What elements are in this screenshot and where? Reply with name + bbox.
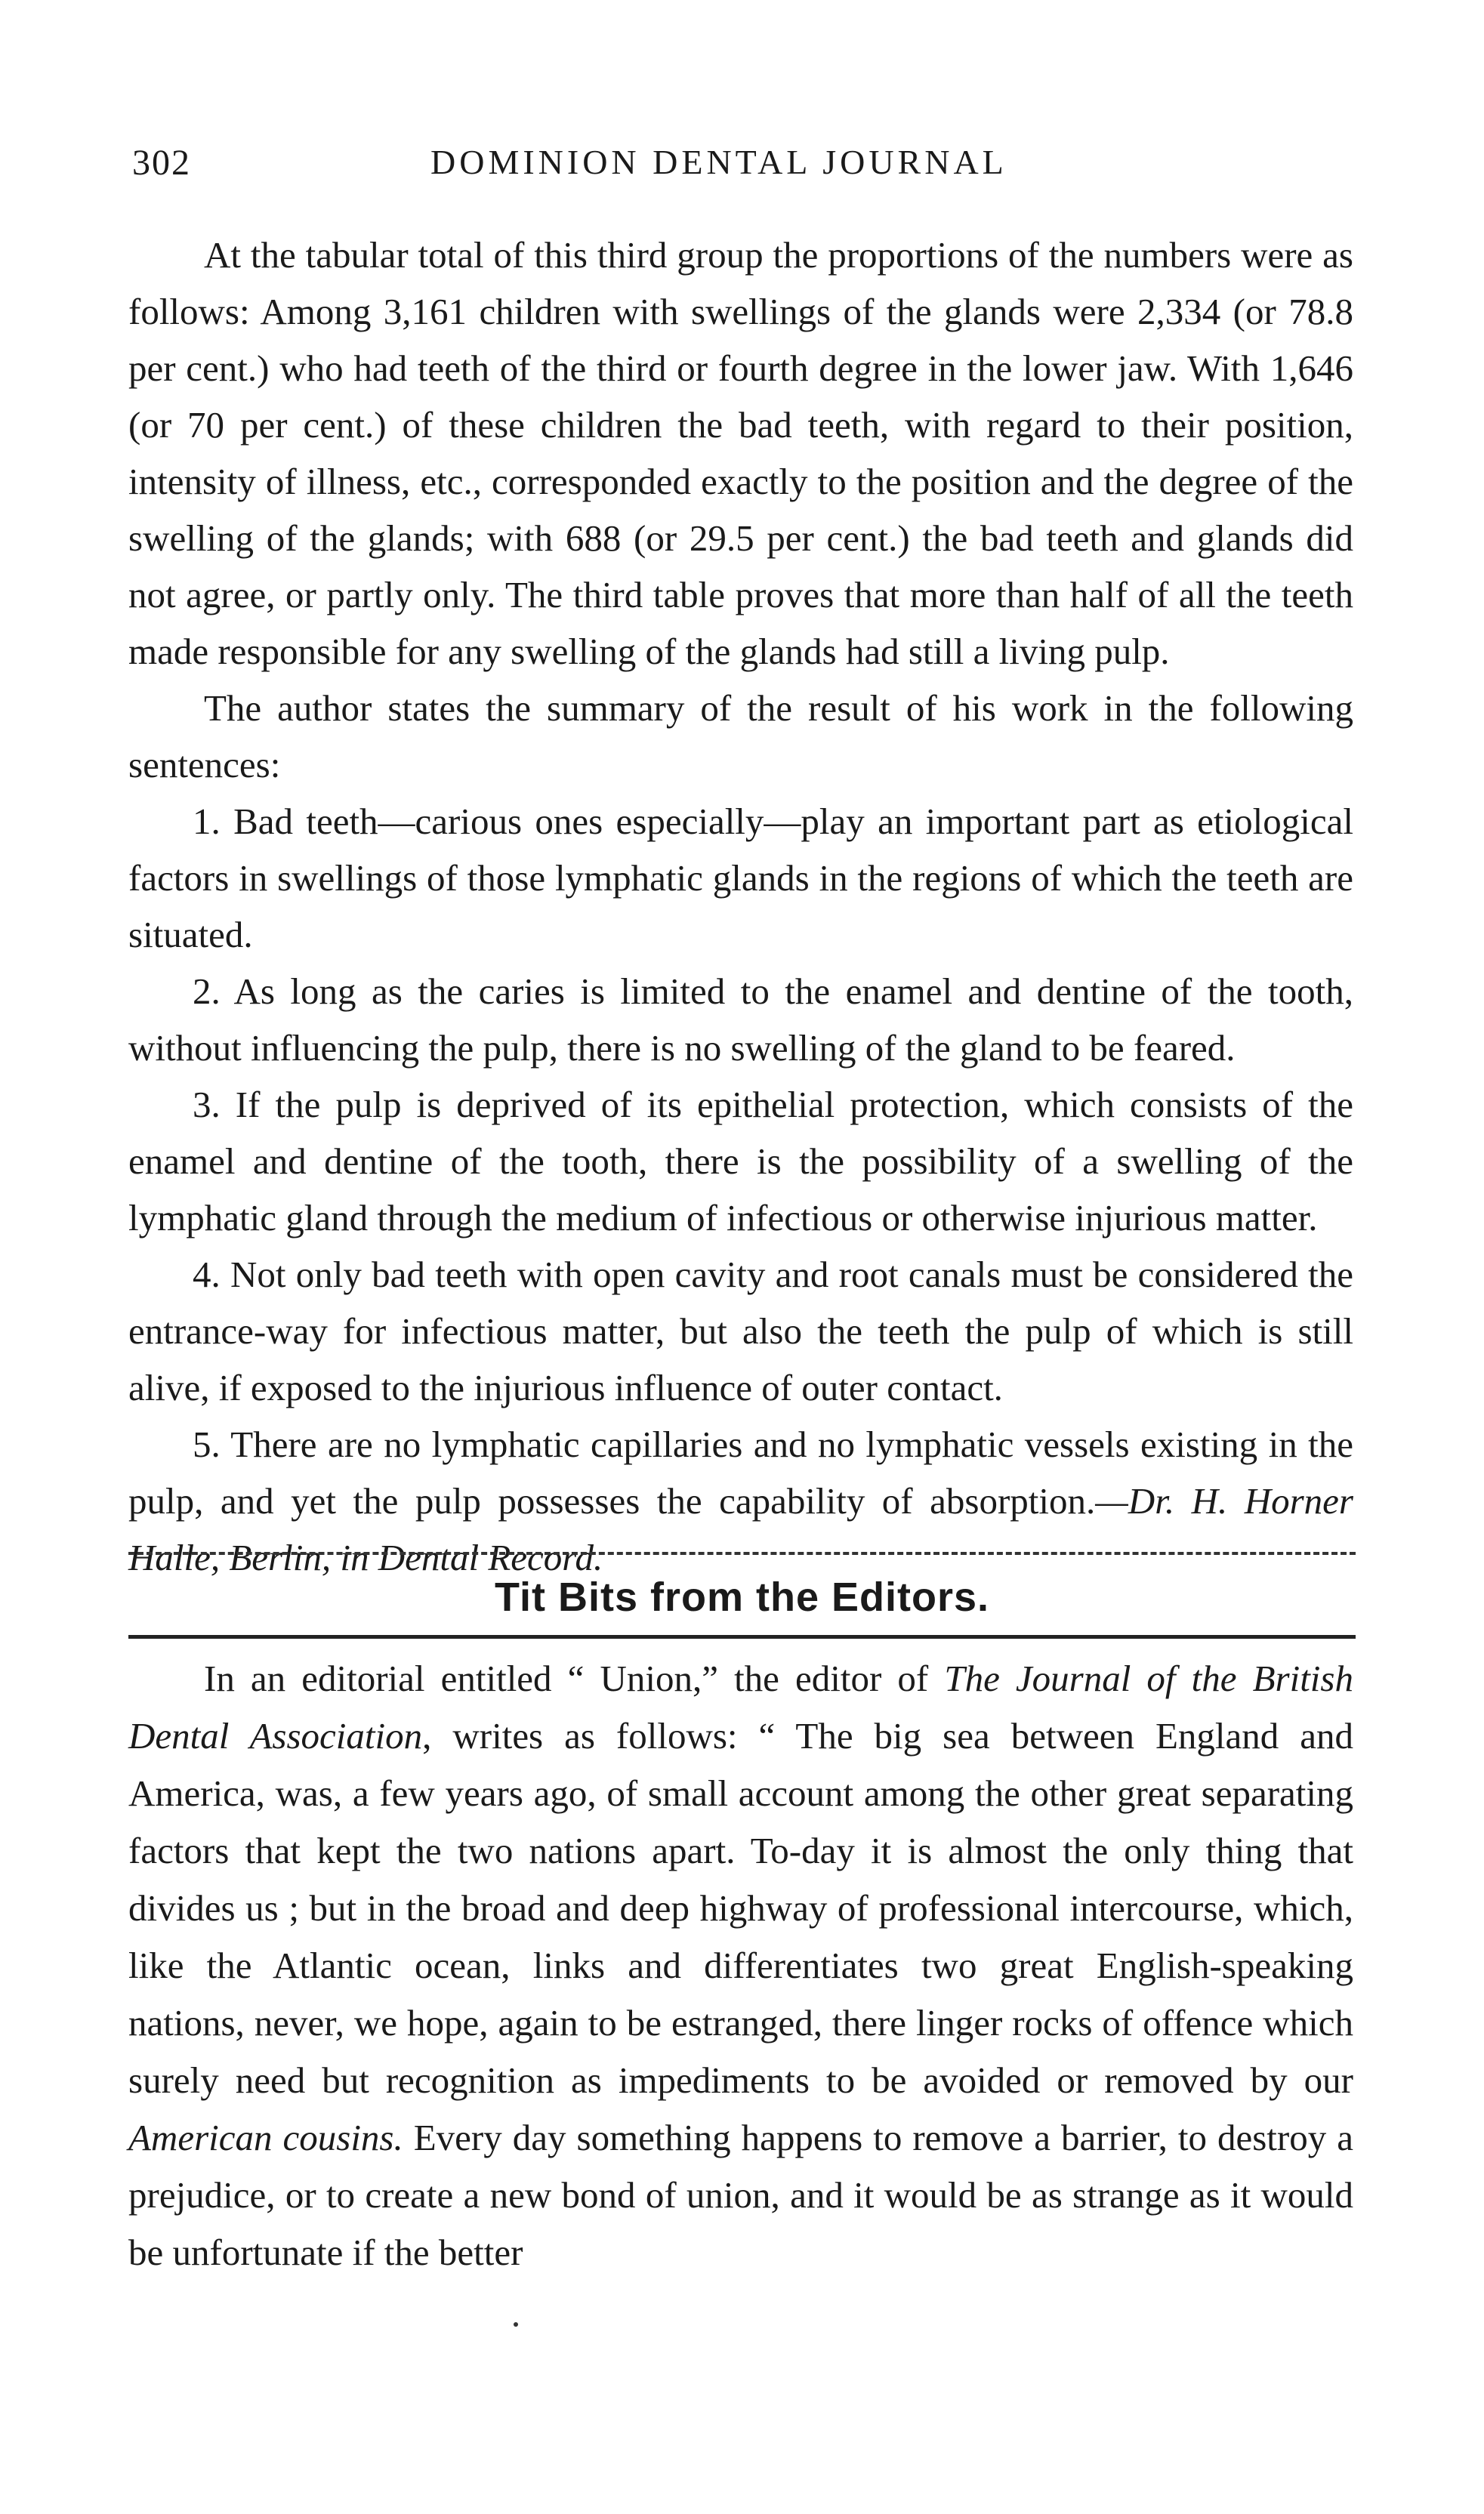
editorial-text-3: Every day something happens to remove a barrier, to destroy a prejudice, or to create a new bond of union, and it would be as strange as it would be unfortunate if the better — [128, 2117, 1353, 2273]
american-cousins: American cousins. — [128, 2117, 403, 2158]
editorial-body — [128, 1650, 1353, 2281]
summary-item-5 — [128, 1416, 1353, 1586]
running-head: DOMINION DENTAL JOURNAL — [430, 143, 1007, 181]
editorial-text-2: , writes as follows: “ The big sea between England and America, was, a few years ago, of small account among the other great separating factors that kept the two nations apart. To-day it is almost the only thing that divides us ; but in the broad and deep highway of professional intercourse, which, like the Atlantic ocean, links and differentiates two great English-speaking nations, never, we hope, again to be estranged, there linger rocks of offence which surely need but recognition as impediments to be avoided or removed by our — [128, 1715, 1353, 2101]
journal-name: The Journal of the British Dental Association — [128, 1658, 1353, 1757]
summary-item-3: 3. If the pulp is deprived of its epithelial protection, which consists of the enamel and dentine of the tooth, there is the possibility of a swelling of the lymphatic gland through the medium of infectious or otherwise injurious matter. — [128, 1084, 1353, 1238]
page-number: 302 — [132, 143, 191, 183]
summary-item-2: 2. As long as the caries is limited to the enamel and dentine of the tooth, without influencing the pulp, there is no swelling of the gland to be feared. — [128, 970, 1353, 1069]
editorial-text-1: In an editorial entitled “ Union,” the editor of — [204, 1658, 945, 1699]
section-title: Tit Bits from the Editors. — [494, 1575, 990, 1620]
print-speck — [514, 2322, 518, 2327]
section-divider-solid — [128, 1635, 1356, 1639]
paragraph-2: The author states the summary of the result of his work in the following sentences: — [128, 687, 1353, 785]
page-header — [132, 142, 1352, 195]
summary-item-5-text: 5. There are no lymphatic capillaries and no lymphatic vessels existing in the pulp, and yet the pulp possesses the capability of absorption. — [128, 1424, 1353, 1522]
summary-item-1: 1. Bad teeth—carious ones especially—play an important part as etiological factors in swellings of those lymphatic glands in the regions of which the teeth are situated. — [128, 800, 1353, 955]
article-attribution: —Dr. H. Horner Halle, Berlin, in Dental Record. — [128, 1480, 1353, 1578]
summary-item-4: 4. Not only bad teeth with open cavity and root canals must be considered the entrance-way for infectious matter, but also the teeth the pulp of which is still alive, if exposed to the injurious influence of outer contact. — [128, 1254, 1353, 1408]
article-body — [128, 227, 1353, 1586]
paragraph-1: At the tabular total of this third group the proportions of the numbers were as follows: Among 3,161 children with swellings of the glands were 2,334 (or 78.8 per cent.) who had teeth of the third or fourth degree in the lower jaw. With 1,646 (or 70 per cent.) of these children the bad teeth, with regard to their position, intensity of illness, etc., corresponded exactly to the position and the degree of the swelling of the glands; with 688 (or 29.5 per cent.) the bad teeth and glands did not agree, or partly only. The third table proves that more than half of all the teeth made responsible for any swelling of the glands had still a living pulp. — [128, 234, 1353, 672]
editorial-paragraph — [128, 1650, 1353, 2281]
section-divider-dashed — [128, 1552, 1356, 1555]
